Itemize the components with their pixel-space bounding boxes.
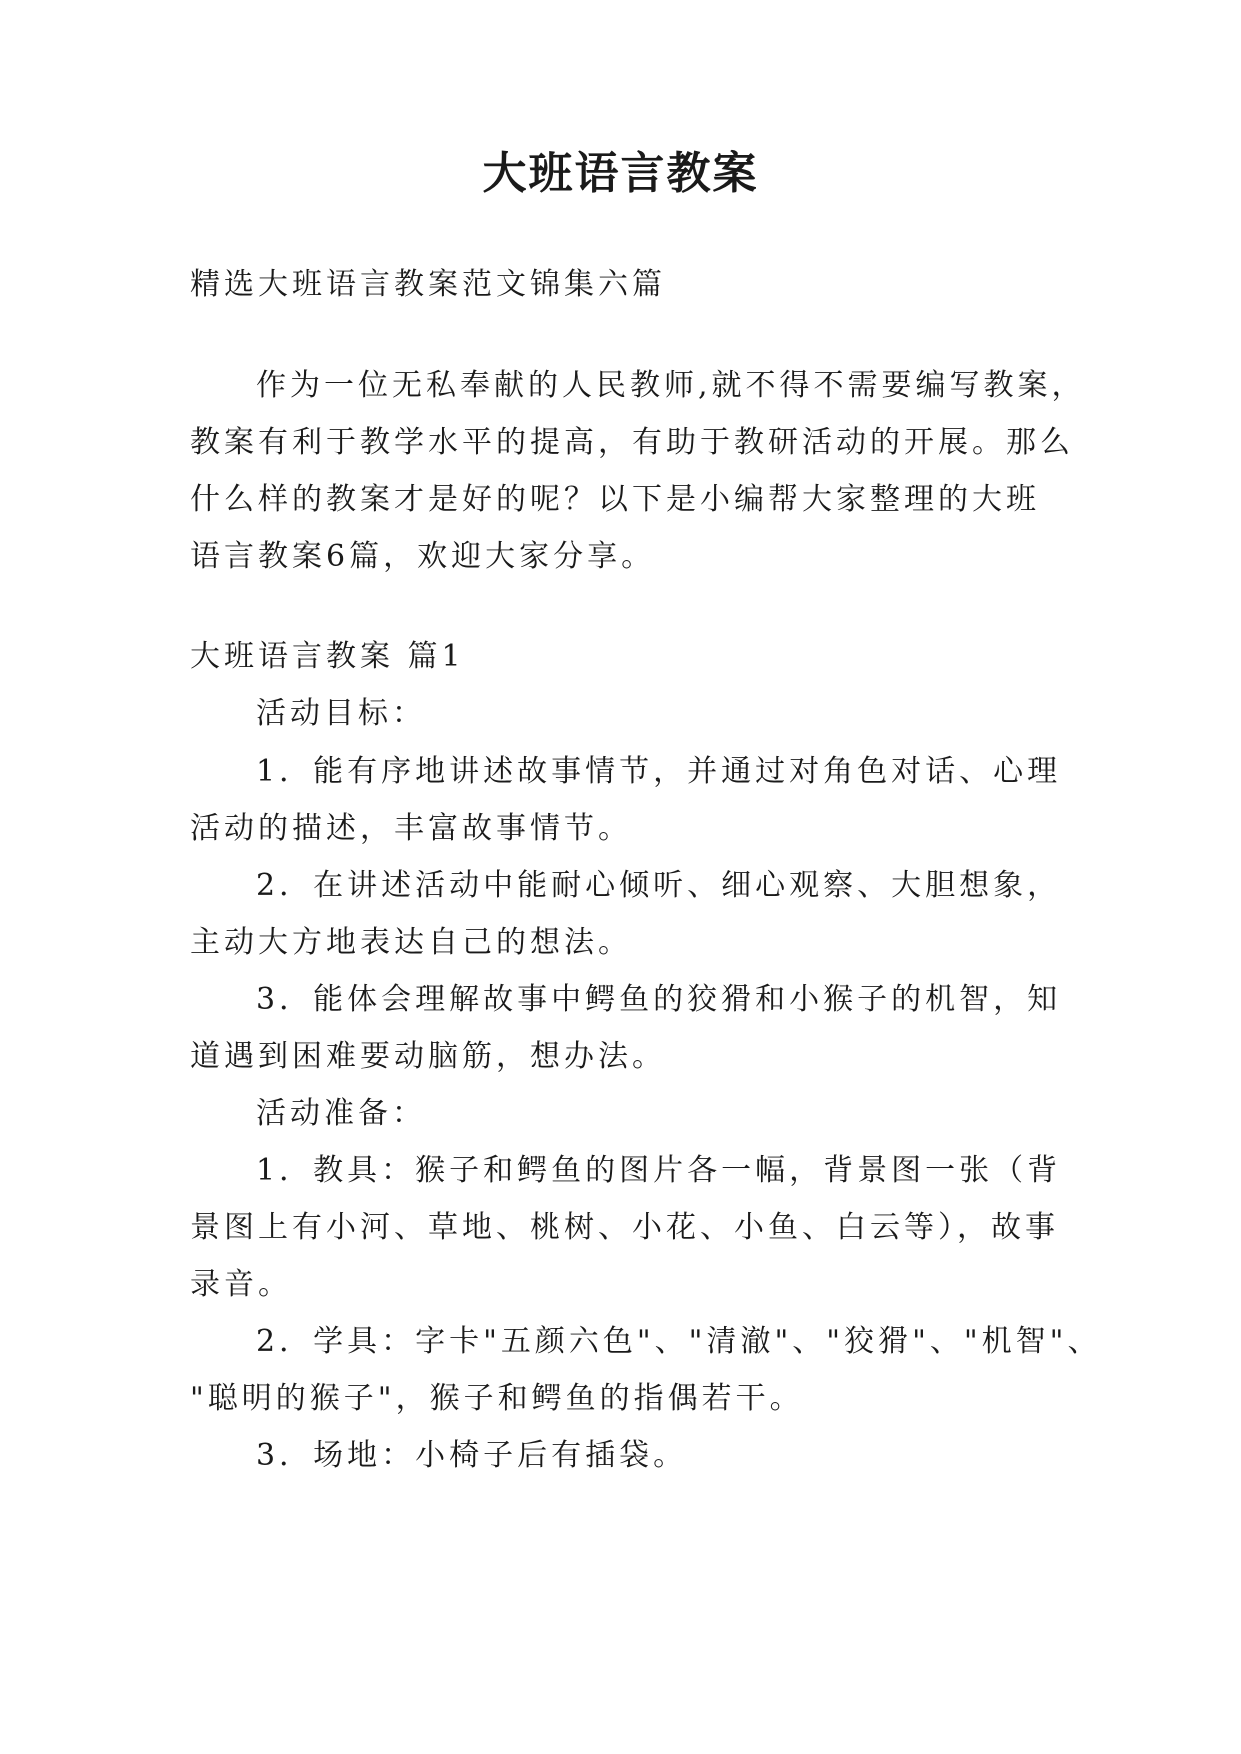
section-heading: 大班语言教案 篇1	[190, 639, 465, 674]
prep-line: 3．场地：小椅子后有插袋。	[256, 1438, 688, 1473]
goal-line: 1．能有序地讲述故事情节，并通过对角色对话、心理	[256, 754, 1062, 789]
intro-line: 语言教案6篇，欢迎大家分享。	[190, 539, 656, 574]
prep-line: "聪明的猴子"，猴子和鳄鱼的指偶若干。	[190, 1381, 804, 1416]
intro-line: 教案有利于教学水平的提高，有助于教研活动的开展。那么	[190, 425, 1074, 460]
goal-line: 主动大方地表达自己的想法。	[190, 925, 632, 960]
document-subtitle: 精选大班语言教案范文锦集六篇	[190, 267, 666, 302]
goal-line: 2．在讲述活动中能耐心倾听、细心观察、大胆想象，	[256, 868, 1062, 903]
goals-heading: 活动目标：	[256, 696, 426, 731]
intro-line: 什么样的教案才是好的呢？以下是小编帮大家整理的大班	[190, 482, 1040, 517]
intro-line: 作为一位无私奉献的人民教师,就不得不需要编写教案，	[256, 368, 1086, 403]
goal-line: 道遇到困难要动脑筋，想办法。	[190, 1039, 666, 1074]
prep-line: 2．学具：字卡"五颜六色"、"清澈"、"狡猾"、"机智"、	[256, 1324, 1102, 1359]
prep-line: 1．教具：猴子和鳄鱼的图片各一幅，背景图一张（背	[256, 1153, 1062, 1188]
prep-heading: 活动准备：	[256, 1096, 426, 1131]
goal-line: 3．能体会理解故事中鳄鱼的狡猾和小猴子的机智，知	[256, 982, 1062, 1017]
goal-line: 活动的描述，丰富故事情节。	[190, 811, 632, 846]
document-title: 大班语言教案	[482, 148, 759, 199]
prep-line: 录音。	[190, 1267, 292, 1302]
prep-line: 景图上有小河、草地、桃树、小花、小鱼、白云等），故事	[190, 1210, 1059, 1245]
